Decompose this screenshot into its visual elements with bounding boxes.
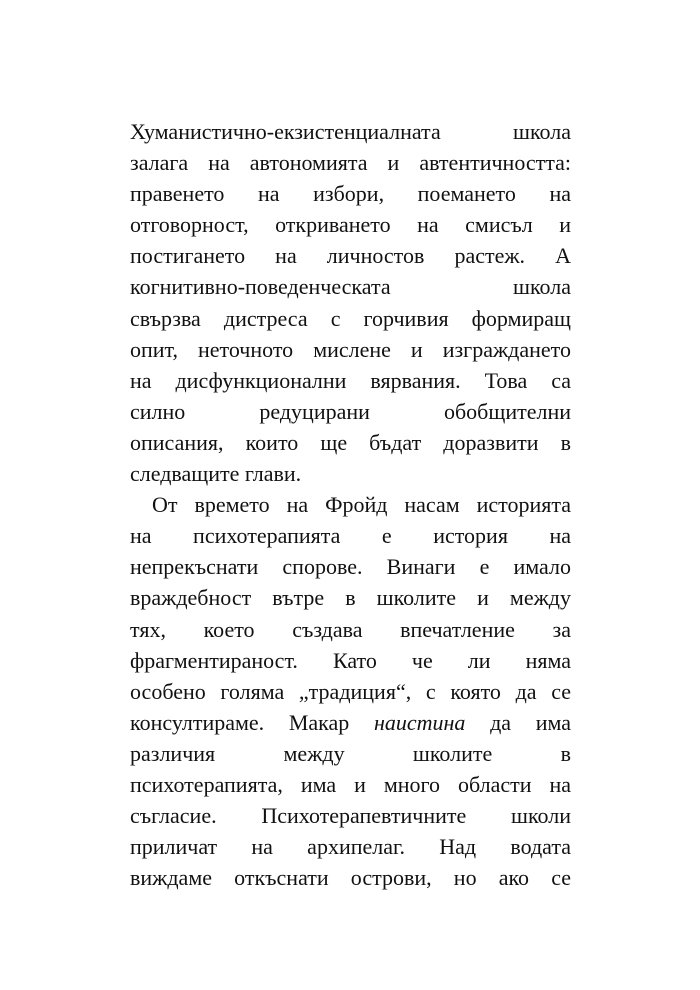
text-line: правенето на избори, поемането на [130,181,571,207]
text-line: отговорност, откриването на смисъл и [130,212,571,238]
text-line: съгласие. Психотерапевтичните школи [130,803,571,829]
body-text [130,116,571,893]
text-line: непрекъснати спорове. Винаги е имало [130,554,571,580]
text-line: описания, които ще бъдат доразвити в [130,429,571,455]
text-line: враждебност вътре в школите и между [130,585,571,611]
italic-emphasis: наистина [373,709,466,735]
text-line: когнитивно-поведенческата школа [130,274,571,300]
text-line: От времето на Фройд насам историята [152,492,571,518]
text-line: на дисфункционални вярвания. Това са [130,367,571,393]
text-line: залага на автономията и автентичността: [130,150,571,176]
text-line: на психотерапията е история на [130,523,571,549]
text-line: постигането на личностов растеж. А [130,243,571,269]
text-line: психотерапията, има и много области на [130,771,571,797]
text-line: различия между школите в [130,740,571,766]
text-line: виждаме откъснати острови, но ако се [130,865,571,891]
text-line: фрагментираност. Като че ли няма [130,647,571,673]
text-line: свързва дистреса с горчивия формиращ [130,305,571,331]
text-segment: да има [490,709,571,735]
text-line: тях, което създава впечатление за [130,616,571,642]
text-line [130,707,571,738]
text-line: силно редуцирани обобщителни [130,398,571,424]
text-line: следващите глави. [130,461,302,487]
text-line: Хуманистично-екзистенциалната школа [130,119,571,144]
text-line: приличат на архипелаг. Над водата [130,834,571,860]
text-segment: консултираме. Макар [130,709,350,735]
text-line: особено голяма „традиция“, с която да се [130,678,571,704]
text-line: опит, неточното мислене и изграждането [130,336,571,362]
